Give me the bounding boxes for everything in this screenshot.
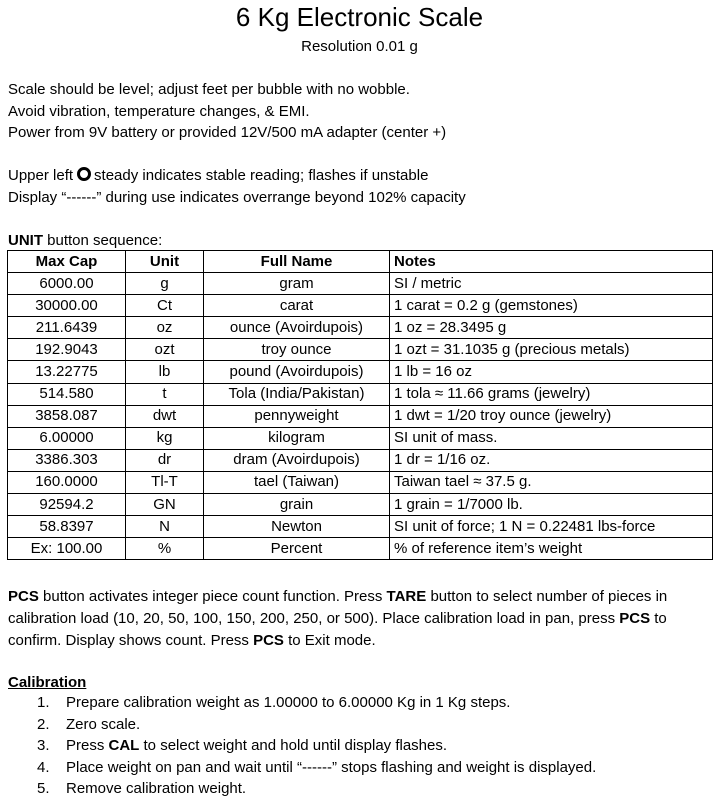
header-full-name: Full Name — [204, 251, 390, 273]
step-number: 3. — [37, 737, 50, 755]
cell-unit: dr — [126, 449, 204, 471]
cell-max-cap: 3386.303 — [8, 449, 126, 471]
table-row — [8, 273, 713, 295]
cell-max-cap: 160.0000 — [8, 471, 126, 493]
indicator-block — [8, 165, 466, 208]
cell-full-name: ounce (Avoirdupois) — [204, 317, 390, 339]
table-header-row — [8, 251, 713, 273]
cell-notes: 1 grain = 1/7000 lb. — [390, 494, 713, 516]
pcs-paragraph — [8, 586, 716, 652]
calibration-steps — [0, 692, 596, 800]
cell-unit: t — [126, 383, 204, 405]
cell-unit: N — [126, 516, 204, 538]
overrange-line: Display “------” during use indicates overrange beyond 102% capacity — [8, 188, 466, 206]
unit-label-bold: UNIT — [8, 232, 43, 249]
cell-unit: % — [126, 538, 204, 560]
table-row — [8, 516, 713, 538]
cell-unit: g — [126, 273, 204, 295]
table-row — [8, 317, 713, 339]
cell-unit: GN — [126, 494, 204, 516]
cell-max-cap: 6000.00 — [8, 273, 126, 295]
pcs-text: to confirm. Display shows count. Press — [8, 610, 667, 649]
cell-full-name: troy ounce — [204, 339, 390, 361]
intro-line: Power from 9V battery or provided 12V/500 mA adapter (center +) — [8, 124, 447, 141]
cell-unit: Tl-T — [126, 471, 204, 493]
cell-unit: ozt — [126, 339, 204, 361]
cell-unit: dwt — [126, 405, 204, 427]
cell-max-cap: 211.6439 — [8, 317, 126, 339]
table-row — [8, 295, 713, 317]
table-row — [8, 383, 713, 405]
cell-full-name: kilogram — [204, 427, 390, 449]
stability-line — [8, 165, 466, 187]
step-number: 2. — [37, 715, 50, 733]
header-notes: Notes — [390, 251, 713, 273]
intro-block — [8, 79, 446, 144]
step-text: Prepare calibration weight as 1.00000 to 6.00000 Kg in 1 Kg steps. — [66, 694, 511, 711]
cell-max-cap: 3858.087 — [8, 405, 126, 427]
table-row — [8, 471, 713, 493]
cell-unit: oz — [126, 317, 204, 339]
header-unit: Unit — [126, 251, 204, 273]
unit-label-rest: button sequence: — [43, 232, 163, 249]
stability-post: steady indicates stable reading; flashes if unstable — [94, 167, 429, 184]
cell-full-name: Newton — [204, 516, 390, 538]
pcs-bold: PCS — [253, 632, 284, 649]
cell-notes: 1 ozt = 31.1035 g (precious metals) — [390, 339, 713, 361]
calibration-step — [0, 714, 596, 736]
cell-notes: Taiwan tael ≈ 37.5 g. — [390, 471, 713, 493]
cell-full-name: carat — [204, 295, 390, 317]
cell-max-cap: Ex: 100.00 — [8, 538, 126, 560]
step-text: Press — [66, 737, 109, 755]
step-text: to select weight and hold until display flashes. — [139, 737, 448, 755]
calibration-step — [0, 757, 596, 779]
unit-sequence-label — [8, 230, 162, 252]
pcs-text: button activates integer piece count function. Press — [38, 588, 387, 605]
step-text: Place weight on pan and wait until “------” stops flashing and weight is displayed. — [66, 758, 597, 776]
calibration-step — [0, 778, 596, 800]
cell-notes: 1 dr = 1/16 oz. — [390, 449, 713, 471]
ring-icon — [77, 167, 91, 181]
stability-pre: Upper left — [8, 167, 74, 184]
cell-full-name: Tola (India/Pakistan) — [204, 383, 390, 405]
cell-notes: 1 carat = 0.2 g (gemstones) — [390, 295, 713, 317]
cell-full-name: grain — [204, 494, 390, 516]
cell-max-cap: 30000.00 — [8, 295, 126, 317]
cell-max-cap: 92594.2 — [8, 494, 126, 516]
step-bold: CAL — [108, 737, 140, 755]
calibration-heading: Calibration — [8, 674, 87, 691]
table-row — [8, 449, 713, 471]
cell-notes: 1 lb = 16 oz — [390, 361, 713, 383]
table-row — [8, 339, 713, 361]
intro-line: Avoid vibration, temperature changes, & EMI. — [8, 102, 310, 120]
cell-unit: lb — [126, 361, 204, 383]
pcs-text: to Exit mode. — [283, 632, 376, 649]
intro-line: Scale should be level; adjust feet per bubble with no wobble. — [8, 81, 410, 98]
cell-notes: 1 tola ≈ 11.66 grams (jewelry) — [390, 383, 713, 405]
cell-notes: 1 oz = 28.3495 g — [390, 317, 713, 339]
cell-full-name: dram (Avoirdupois) — [204, 449, 390, 471]
cell-unit: kg — [126, 427, 204, 449]
tare-bold: TARE — [386, 588, 427, 605]
cell-max-cap: 13.22775 — [8, 361, 126, 383]
cell-full-name: pennyweight — [204, 405, 390, 427]
cell-full-name: pound (Avoirdupois) — [204, 361, 390, 383]
table-row — [8, 538, 713, 560]
calibration-step — [0, 735, 596, 757]
table-row — [8, 427, 713, 449]
pcs-bold: PCS — [8, 588, 39, 605]
table-row — [8, 405, 713, 427]
cell-max-cap: 58.8397 — [8, 516, 126, 538]
cell-max-cap: 6.00000 — [8, 427, 126, 449]
page-subtitle: Resolution 0.01 g — [301, 38, 418, 55]
cell-notes: % of reference item’s weight — [390, 538, 713, 560]
pcs-text: button to select number of pieces in calibration load (10, 20, 50, 100, 150, 200, 250, or 500). Place calibration load in pan, press — [8, 588, 668, 627]
cell-full-name: tael (Taiwan) — [204, 471, 390, 493]
step-number: 5. — [37, 780, 50, 798]
step-number: 1. — [37, 694, 50, 711]
cell-max-cap: 514.580 — [8, 383, 126, 405]
cell-notes: SI unit of force; 1 N = 0.22481 lbs-force — [390, 516, 713, 538]
cell-notes: SI unit of mass. — [390, 427, 713, 449]
table-body — [8, 273, 713, 560]
table-row — [8, 494, 713, 516]
cell-notes: SI / metric — [390, 273, 713, 295]
step-number: 4. — [37, 758, 50, 776]
calibration-step — [0, 692, 596, 714]
pcs-bold: PCS — [619, 610, 651, 627]
page-title: 6 Kg Electronic Scale — [235, 2, 484, 32]
cell-max-cap: 192.9043 — [8, 339, 126, 361]
step-text: Zero scale. — [66, 715, 141, 733]
cell-full-name: Percent — [204, 538, 390, 560]
step-text: Remove calibration weight. — [66, 780, 247, 798]
cell-unit: Ct — [126, 295, 204, 317]
table-row — [8, 361, 713, 383]
cell-full-name: gram — [204, 273, 390, 295]
unit-table — [7, 250, 713, 560]
cell-notes: 1 dwt = 1/20 troy ounce (jewelry) — [390, 405, 713, 427]
header-max-cap: Max Cap — [8, 251, 126, 273]
